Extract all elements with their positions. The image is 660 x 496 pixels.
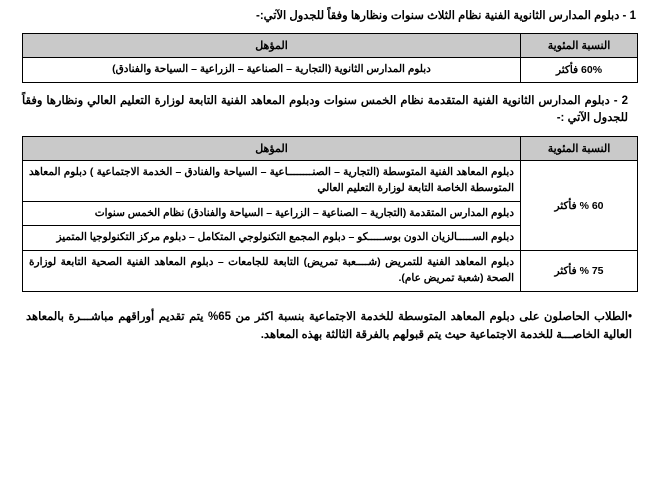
table-row [23,251,638,292]
footnote-text: •الطلاب الحاصلون على دبلوم المعاهد المتوسطة للخدمة الاجتماعية بنسبة اكثر من 65% يتم تقديم أوراقهم مباشـــرة بالمعاهد العالية الخاصـــة للخدمة الاجتماعية حيث يتم قبولهم بالفرقة الثالثة بهذه المعاهد. [26,310,632,342]
table-row [23,57,638,82]
qualifications-table-2 [22,136,638,292]
section-1-paragraph: 1 - دبلوم المدارس الثانوية الفنية نظام الثلاث سنوات ونظارها وفقاً للجدول الآتي:- [256,10,636,22]
table-row [23,161,638,202]
table-2-row-0-percent: 60 % فأكثر [521,161,638,251]
table-2-header-row [23,137,638,161]
table-1-header-qualification: المؤهل [23,33,521,57]
table-1-header-percent: النسبة المئوية [521,33,638,57]
qualifications-table-1 [22,33,638,83]
table-2-header-percent: النسبة المئوية [521,137,638,161]
table-1-row-0-percent: 60% فأكثر [521,57,638,82]
table-2-row-0-qualification-0: دبلوم المعاهد الفنية المتوسطة (التجارية – الصنــــــــاعية – السياحة والفنادق – الخدمة الاجتماعية ) دبلوم المعاهد المتوسطة الخاصة التابعة لوزارة التعليم العالي [23,161,521,202]
table-1-row-0-qualification: دبلوم المدارس الثانوية (التجارية – الصناعية – الزراعية – السياحة والفنادق) [23,57,521,82]
table-2-row-0-qualification-1: دبلوم المدارس المتقدمة (التجارية – الصناعية – الزراعية – السياحة والفنادق) نظام الخمس سنوات [23,201,521,226]
table-2-row-0-qualification-2: دبلوم الســـــالزيان الدون بوســـــكو – دبلوم المجمع التكنولوجي المتكامل – دبلوم مركز التكنولوجيا المتميز [23,226,521,251]
table-2-header-qualification: المؤهل [23,137,521,161]
section-2-paragraph: 2 - دبلوم المدارس الثانوية الفنية المتقدمة نظام الخمس سنوات ودبلوم المعاهد الفنية التابعة لوزارة التعليم العالي ونظارها وفقاً للجدول الآتي :- [22,94,628,125]
table-2-row-1-qualification-0: دبلوم المعاهد الفنية للتمريض (شــــعبة تمريض) التابعة للجامعات – دبلوم المعاهد الفنية الصحية التابعة لوزارة الصحة (شعبة تمريض عام). [23,251,521,292]
table-2-row-1-percent: 75 % فأكثر [521,251,638,292]
table-1-header-row [23,33,638,57]
